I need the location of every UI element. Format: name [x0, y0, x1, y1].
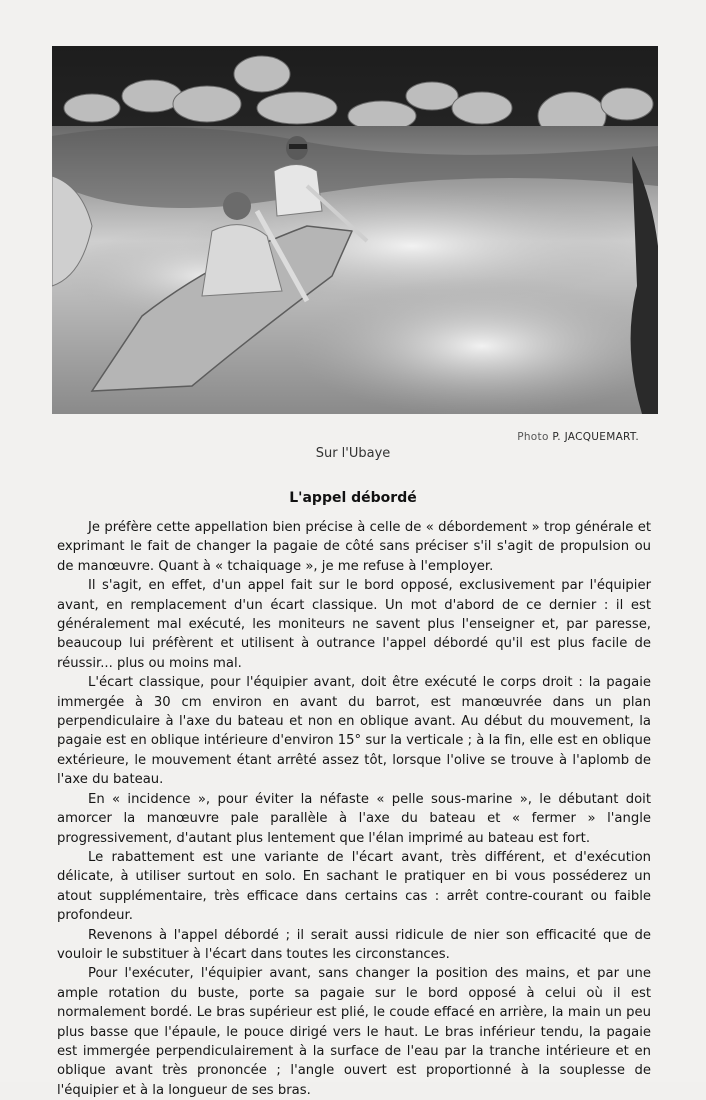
- paragraph: En « incidence », pour éviter la néfaste « pelle sous-marine », le débutant doit amorcer la manœuvre pale parallèle à l'axe du bateau et « fermer » l'angle progressivement, d'autant plus lentement que l'élan imprimé au bateau est fort.: [57, 791, 651, 846]
- paragraph: L'écart classique, pour l'équipier avant, doit être exécuté le corps droit : la pagaie immergée à 30 cm environ en avant du barrot, est manœuvrée dans un plan perpendiculaire à l'axe du bateau et non en oblique avant. Au début du mouvement, la pagaie est en oblique intérieure d'environ 15° sur la verticale ; à la fin, elle est en oblique extérieure, le mouvement étant arrêté assez tôt, lorsque l'olive se trouve à l'aplomb de l'axe du bateau.: [57, 675, 651, 788]
- paragraph: Il s'agit, en effet, d'un appel fait sur le bord opposé, exclusivement par l'équipier avant, en remplacement d'un écart classique. Un mot d'abord de ce dernier : il est généralement mal exécuté, les moniteurs ne savent plus l'enseigner et, par paresse, beaucoup lui préfèrent et utilisent à outrance l'appel débordé qu'il est plus facile de réussir... plus ou moins mal.: [57, 578, 651, 671]
- paragraph: Je préfère cette appellation bien précise à celle de « débordement » trop générale et exprimant le fait de changer la pagaie de côté sans préciser s'il s'agit de propulsion ou de manœuvre. Quant à « tchaiquage », je me refuse à l'employer.: [57, 520, 651, 574]
- paragraph: Pour l'exécuter, l'équipier avant, sans changer la position des mains, et par une ample rotation du buste, porte sa pagaie sur le bord opposé à celui où il est normalement bordé. Le bras supérieur est plié, le coude effacé en arrière, la main un peu plus basse que l'épaule, le pouce dirigé vers le haut. Le bras inférieur tendu, la pagaie est immergée perpendiculairement à la surface de l'eau par la tranche intérieure et en oblique avant très prononcée ; l'angle ouvert est proportionné à la souplesse de l'équipier et à la longueur de ses bras.: [57, 966, 651, 1098]
- photo-credit-name: P. JACQUEMART.: [552, 431, 639, 443]
- photo-caption-text: Sur l'Ubaye: [315, 446, 391, 461]
- paragraph: Revenons à l'appel débordé ; il serait aussi ridicule de nier son efficacité que de vouloir le substituer à l'écart dans toutes les circonstances.: [57, 927, 651, 962]
- photo-credit: [517, 431, 639, 443]
- article-body: [57, 518, 651, 1100]
- kayak-photo: [52, 46, 658, 414]
- paragraph: Le rabattement est une variante de l'écart avant, très différent, et d'exécution délicate, à utiliser surtout en solo. En sachant le pratiquer en bi vous posséderez un atout supplémentaire, très efficace dans certains cas : arrêt contre-courant ou faible profondeur.: [57, 849, 651, 924]
- photo-credit-label: Photo: [517, 431, 549, 443]
- whitewater-kayak-image: [52, 46, 658, 414]
- article-title: L'appel débordé: [289, 490, 417, 506]
- photo-caption: [0, 446, 706, 461]
